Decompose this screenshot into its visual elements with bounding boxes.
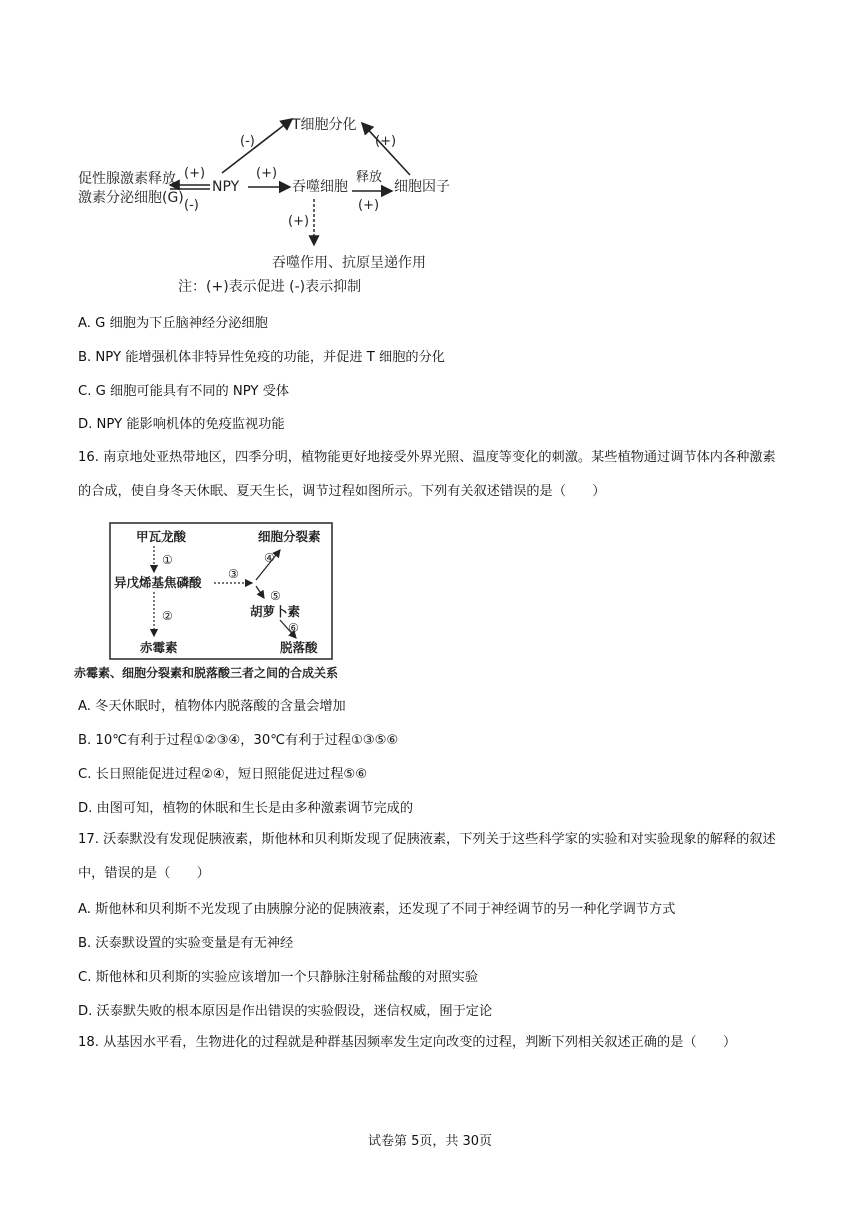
- ipp-label: 异戊烯基焦磷酸: [114, 575, 202, 590]
- q15-option-c: C. G 细胞可能具有不同的 NPY 受体: [78, 384, 290, 399]
- step-6: ⑥: [288, 621, 299, 635]
- npy-g-plus: (+): [184, 166, 206, 181]
- q15-option-b: B. NPY 能增强机体非特异性免疫的功能，并促进 T 细胞的分化: [78, 350, 445, 365]
- hormone-synthesis-diagram: [74, 520, 404, 684]
- mva-label: 甲瓦龙酸: [136, 529, 187, 544]
- step-5: ⑤: [270, 589, 281, 603]
- q17-stem: 17. 沃泰默没有发现促胰液素，斯他林和贝利斯发现了促胰液素，下列关于这些科学家的实验和对实验现象的解释的叙述中，错误的是（ ）: [78, 832, 776, 881]
- q16-option-c: C. 长日照能促进过程②④，短日照能促进过程⑤⑥: [78, 767, 368, 782]
- npy-phago-sign: (+): [256, 166, 278, 181]
- q18-stem: 18. 从基因水平看，生物进化的过程就是种群基因频率发生定向改变的过程，判断下列相关叙述正确的是（ ）: [78, 1035, 737, 1050]
- step-2: ②: [162, 609, 173, 623]
- q17-option-b: B. 沃泰默设置的实验变量是有无神经: [78, 936, 294, 951]
- step-1: ①: [162, 553, 173, 567]
- q17-option-d: D. 沃泰默失败的根本原因是作出错误的实验假设，迷信权威，囿于定论: [78, 1004, 493, 1019]
- npy-g-minus: (-): [184, 198, 199, 213]
- aba-label: 脱落酸: [280, 640, 318, 655]
- ga-label: 赤霉素: [140, 640, 178, 655]
- q16-option-b: B. 10℃有利于过程①②③④，30℃有利于过程①③⑤⑥: [78, 733, 399, 748]
- phago-effect-sign: (+): [288, 214, 310, 229]
- q16-option-a: A. 冬天休眠时，植物体内脱落酸的含量会增加: [78, 699, 346, 714]
- page-footer: 试卷第 5页，共 30页: [367, 1134, 493, 1149]
- q15-option-a: A. G 细胞为下丘脑神经分泌细胞: [78, 316, 268, 331]
- npy-tcell-sign: (-): [240, 134, 255, 149]
- q16-option-d: D. 由图可知，植物的休眠和生长是由多种激素调节完成的: [78, 801, 414, 816]
- q17-option-a: A. 斯他林和贝利斯不光发现了由胰腺分泌的促胰液素，还发现了不同于神经调节的另一种化学调节方式: [78, 902, 676, 917]
- cytokine-to-tcell-arrow: [362, 123, 410, 175]
- ck-label: 细胞分裂素: [258, 529, 321, 544]
- car-label: 胡萝卜素: [250, 604, 301, 619]
- phagocyte-label: 吞噬细胞: [292, 179, 348, 195]
- npy-label: NPY: [212, 179, 240, 195]
- step-4: ④: [264, 551, 275, 565]
- g-cell-label-2: 激素分泌细胞(G): [78, 190, 184, 206]
- cytokine-tcell-sign: (+): [375, 134, 397, 149]
- npy-to-tcell-arrow: [222, 119, 292, 173]
- q17-option-c: C. 斯他林和贝利斯的实验应该增加一个只静脉注射稀盐酸的对照实验: [78, 970, 479, 985]
- g-cell-label-1: 促性腺激素释放: [78, 171, 176, 187]
- step-3: ③: [228, 567, 239, 581]
- branch-to-car-arrow: [256, 586, 264, 598]
- release-sign: (+): [358, 198, 380, 213]
- diagram2-caption: 赤霉素、细胞分裂素和脱落酸三者之间的合成关系: [74, 666, 339, 680]
- npy-regulation-diagram: [70, 105, 470, 305]
- t-cell-label: T细胞分化: [292, 117, 357, 133]
- q16-stem: 16. 南京地处亚热带地区，四季分明，植物能更好地接受外界光照、温度等变化的刺激。某些植物通过调节体内各种激素的合成，使自身冬天休眠、夏天生长，调节过程如图所示。下列有关叙述错误的是（ ）: [78, 450, 776, 499]
- cytokine-label: 细胞因子: [394, 179, 450, 195]
- q15-option-d: D. NPY 能影响机体的免疫监视功能: [78, 417, 285, 432]
- effect-label: 吞噬作用、抗原呈递作用: [272, 255, 426, 271]
- release-label: 释放: [356, 170, 383, 185]
- diagram-note: 注：(+)表示促进 (-)表示抑制: [178, 279, 362, 295]
